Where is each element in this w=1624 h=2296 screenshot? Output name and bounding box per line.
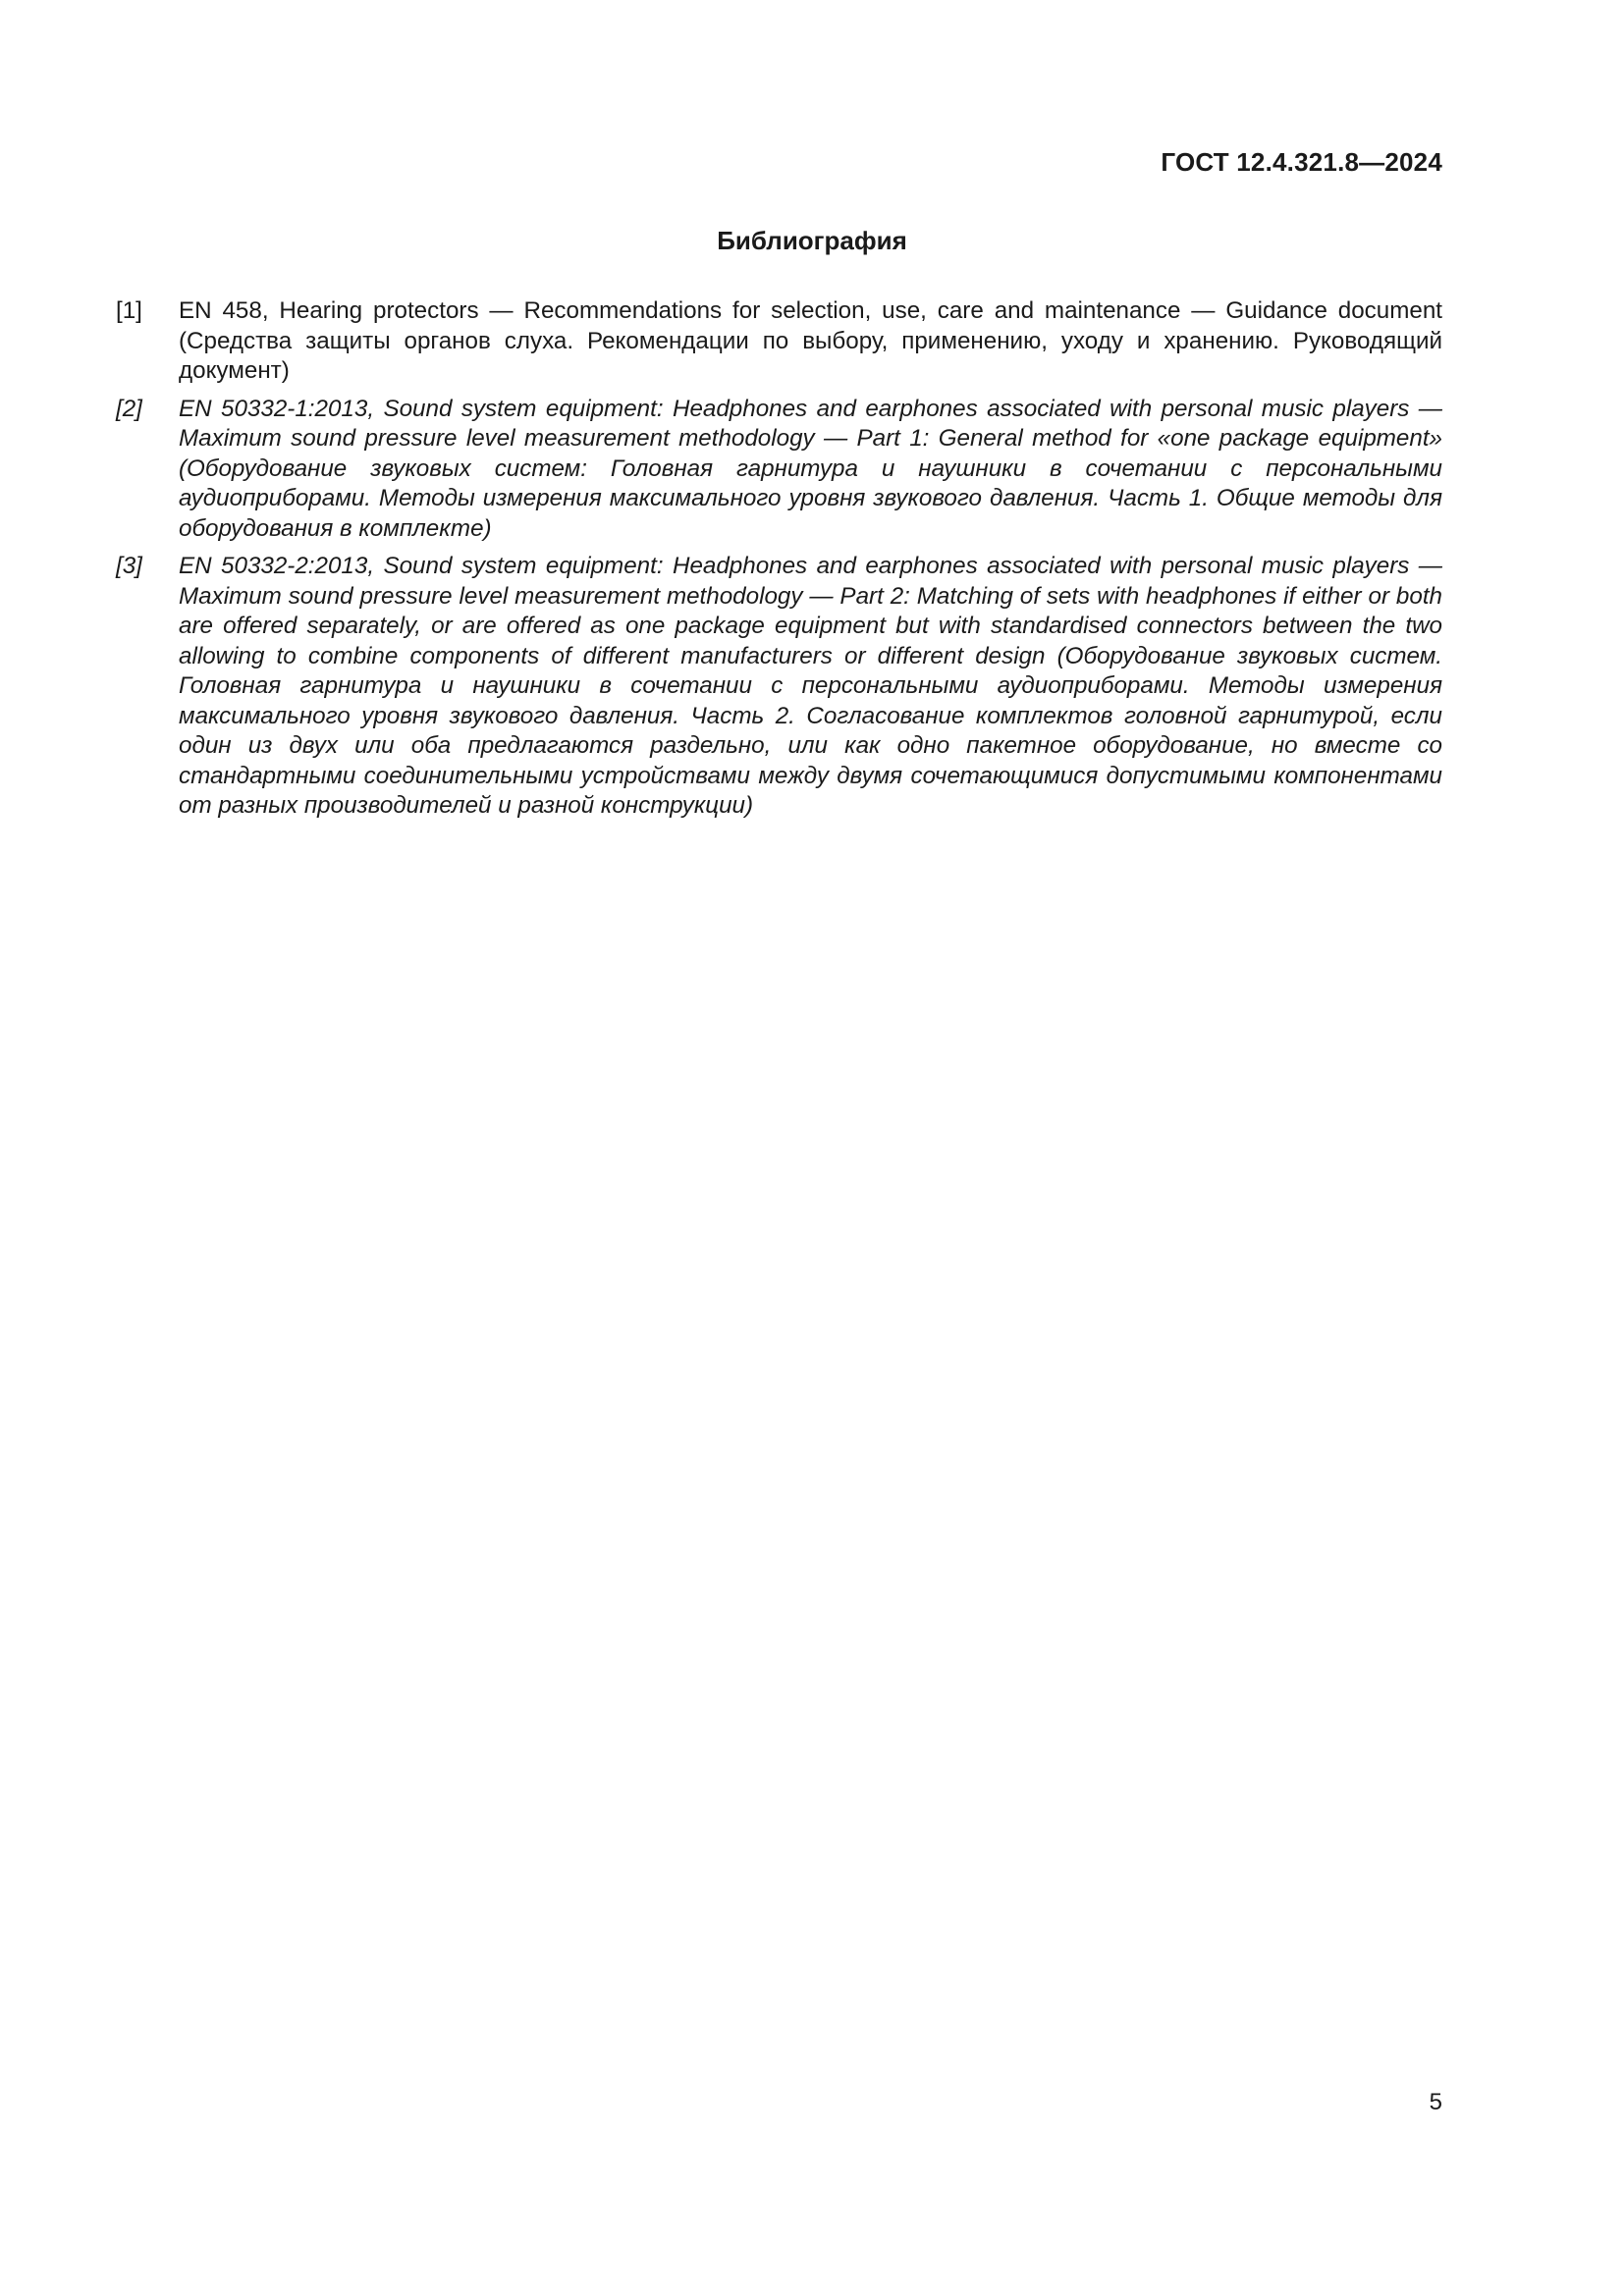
bibliography-entry-number: [3] bbox=[116, 553, 142, 579]
bibliography-entry-2 bbox=[116, 395, 1442, 545]
bibliography-entry-number: [2] bbox=[116, 395, 142, 422]
bibliography-entry-text: EN 50332-1:2013, Sound system equipment: Headphones and earphones associated with personal music players — Maximum sound pressure level measurement methodology — Part 1: General method for «one package equipment» (Оборудование звуковых систем: Головная гарнитура и наушники в сочетании с персональными аудиоприборами. Методы измерения максимального уровня звукового давления. Часть 1. Общие методы для оборудования в комплекте) bbox=[179, 395, 1442, 542]
bibliography-entry-number: [1] bbox=[116, 297, 142, 324]
bibliography-entry-text: EN 458, Hearing protectors — Recommendations for selection, use, care and maintenance — Guidance document (Средства защиты органов слуха. Рекомендации по выбору, применению, уходу и хранению. Руководящий документ) bbox=[179, 297, 1442, 384]
standard-code-header: ГОСТ 12.4.321.8—2024 bbox=[1161, 147, 1442, 177]
bibliography-list bbox=[116, 296, 1442, 829]
bibliography-entry-1 bbox=[116, 296, 1442, 387]
bibliography-entry-text: EN 50332-2:2013, Sound system equipment: Headphones and earphones associated with personal music players — Maximum sound pressure level measurement methodology — Part 2: Matching of sets with headphones if either or both are offered separately, or are offered as one package equipment but with standardised connectors between the two allowing to combine components of different manufacturers or different design (Оборудование звуковых систем. Головная гарнитура и наушники в сочетании с персональными аудиоприборами. Методы измерения максимального уровня звукового давления. Часть 2. Согласование комплектов головной гарнитурой, если один из двух или оба предлагаются раздельно, или как одно пакетное оборудование, но вместе со стандартными соединительными устройствами между двумя сочетающимися допустимыми компонентами от разных производителей и разной конструкции) bbox=[179, 553, 1442, 819]
bibliography-entry-3 bbox=[116, 552, 1442, 822]
page-number: 5 bbox=[1429, 2089, 1442, 2115]
section-title: Библиография bbox=[717, 226, 907, 255]
